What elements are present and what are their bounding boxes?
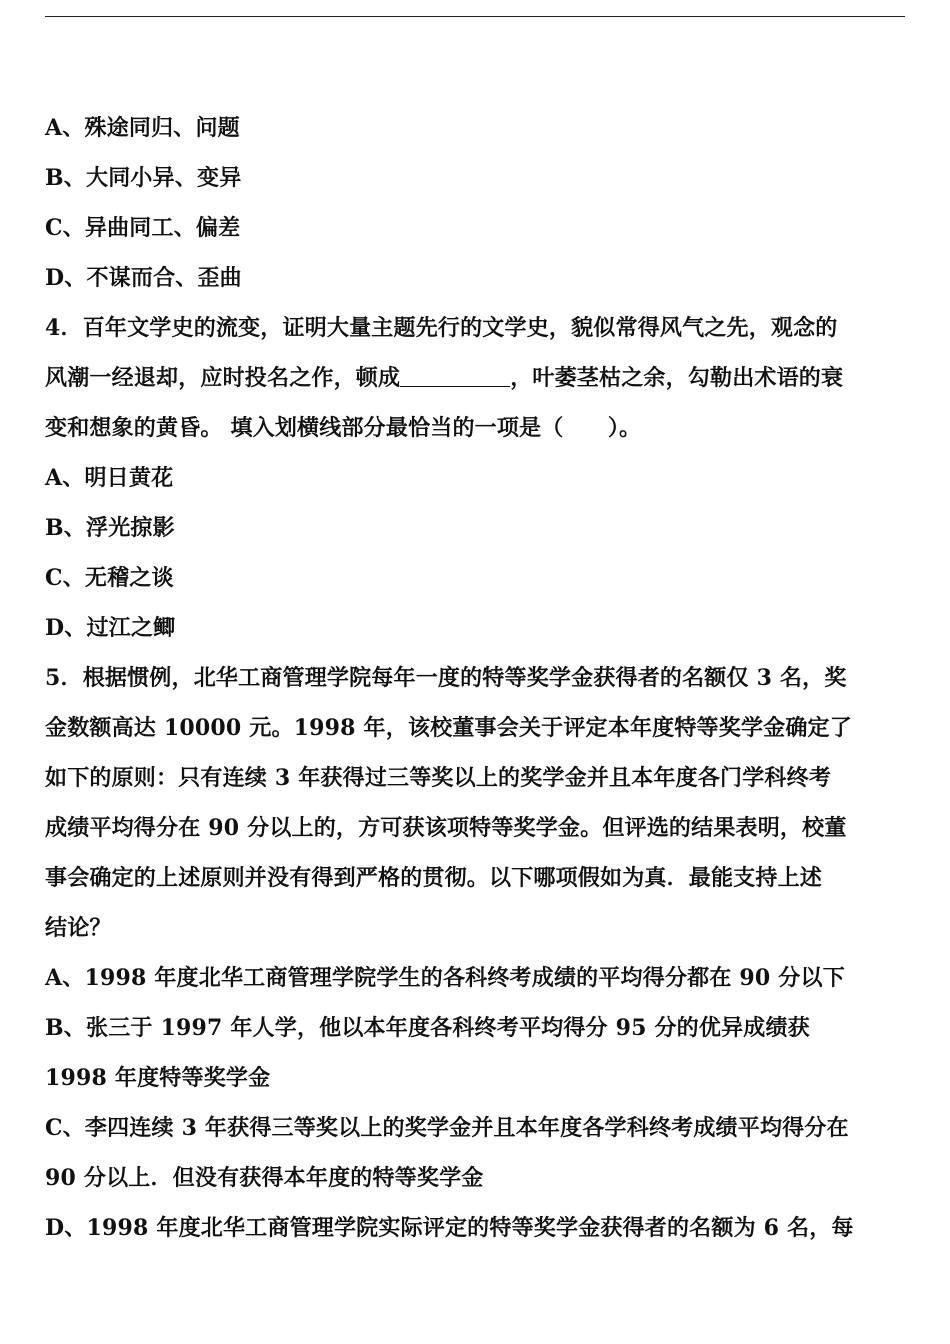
q5-stem-line-6: 结论？	[45, 915, 112, 941]
q5-stem-line-5: 事会确定的上述原则并没有得到严格的贯彻。以下哪项假如为真．最能支持上述	[45, 865, 823, 891]
q5-option-c-line-1: C、李四连续 3 年获得三等奖以上的奖学金并且本年度各学科终考成绩平均得分在	[45, 1115, 849, 1141]
q4-option-a: A、明日黄花	[45, 465, 174, 491]
q5-stem-line-1: 5．根据惯例，北华工商管理学院每年一度的特等奖学金获得者的名额仅 3 名，奖	[45, 665, 847, 691]
q5-option-c-line-2: 90 分以上．但没有获得本年度的特等奖学金	[45, 1165, 484, 1191]
q4-stem-line-3: 变和想象的黄昏。 填入划横线部分最恰当的一项是（ ）。	[45, 415, 642, 441]
q4-option-b: B、浮光掠影	[45, 515, 175, 541]
header-rule	[45, 16, 905, 17]
q5-option-d-line-1: D、1998 年度北华工商管理学院实际评定的特等奖学金获得者的名额为 6 名，每	[45, 1215, 854, 1241]
q4-stem-line-1: 4．百年文学史的流变，证明大量主题先行的文学史，貌似常得风气之先，观念的	[45, 315, 838, 341]
q5-stem-line-3: 如下的原则：只有连续 3 年获得过三等奖以上的奖学金并且本年度各门学科终考	[45, 765, 832, 791]
q5-stem-line-2: 金数额高达 10000 元。1998 年，该校董事会关于评定本年度特等奖学金确定了	[45, 715, 852, 741]
document-body	[45, 103, 907, 1253]
q4-option-d: D、过江之鲫	[45, 615, 176, 641]
q3-option-d: D、不谋而合、歪曲	[45, 265, 242, 291]
q4-option-c: C、无稽之谈	[45, 565, 174, 591]
q3-option-b: B、大同小异、变异	[45, 165, 242, 191]
q3-option-c: C、异曲同工、偏差	[45, 215, 241, 241]
q5-option-b-line-2: 1998 年度特等奖学金	[45, 1065, 271, 1091]
q5-stem-line-4: 成绩平均得分在 90 分以上的，方可获该项特等奖学金。但评选的结果表明，校董	[45, 815, 847, 841]
q5-option-a: A、1998 年度北华工商管理学院学生的各科终考成绩的平均得分都在 90 分以下	[45, 965, 845, 991]
q4-stem-line-2	[45, 353, 907, 403]
q5-option-b-line-1: B、张三于 1997 年人学，他以本年度各科终考平均得分 95 分的优异成绩获	[45, 1015, 810, 1041]
q3-option-a: A、殊途同归、问题	[45, 115, 240, 141]
fill-in-blank	[400, 364, 510, 387]
q4-stem-after-blank: ，叶萎茎枯之余，勾勒出术语的衰	[510, 365, 844, 391]
q4-stem-before-blank: 风潮一经退却，应时投名之作，顿成	[45, 365, 401, 391]
